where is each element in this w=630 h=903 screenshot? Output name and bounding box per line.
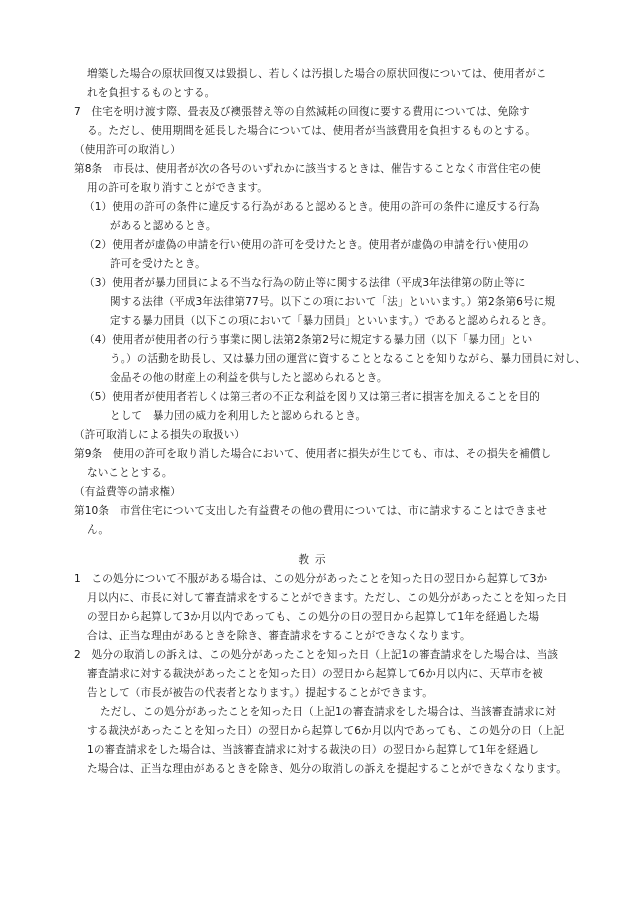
- text-line: 1の審査請求をした場合は、当該審査請求に対する裁決の日）の翌日から起算して1年を経過し: [87, 744, 540, 756]
- section-heading: （有益費等の請求権）: [74, 486, 181, 498]
- article-line: 第10条 市営住宅について支出した有益費その他の費用については、市に請求することはできませ: [74, 505, 548, 517]
- text-line: 告として（市長が被告の代表者となります。）提起することができます。: [87, 687, 433, 699]
- text-line: 定する暴力団員（以下この項において「暴力団員」といいます。）であると認められるとき。: [110, 315, 553, 327]
- article-line: 第9条 使用の許可を取り消した場合において、使用者に損失が生じても、市は、その損失を補償し: [74, 448, 552, 460]
- text-line: の翌日から起算して3か月以内であっても、この処分の日の翌日から起算して1年を経過した場: [87, 611, 540, 623]
- text-line: 許可を受けたとき。: [110, 258, 206, 270]
- text-line: た場合は、正当な理由があるときを除き、処分の取消しの訴えを提起することができなくなります。: [87, 763, 567, 775]
- notice-item: 2 処分の取消しの訴えは、この処分があったことを知った日（上記1の審査請求をした場合は、当該: [74, 649, 559, 661]
- text-line: 合は、正当な理由があるときを除き、審査請求をすることができなくなります。: [87, 630, 471, 642]
- text-line: 用の許可を取り消すことができます。: [87, 182, 268, 194]
- notice-item: 1 この処分について不服がある場合は、この処分があったことを知った日の翌日から起算して3か: [74, 573, 548, 585]
- text-line: ん。: [87, 524, 110, 536]
- article-line: 第8条 市長は、使用者が次の各号のいずれかに該当するときは、催告することなく市営住宅の使: [74, 163, 541, 175]
- section-heading: （使用許可の取消し）: [74, 144, 181, 156]
- text-line: 増築した場合の原状回復又は毀損し、若しくは汚損した場合の原状回復については、使用者がこ: [87, 68, 547, 80]
- text-line: 関する法律（平成3年法律第77号。以下この項において「法」といいます。）第2条第6号に規: [110, 296, 556, 308]
- notice-title: 教示: [298, 554, 332, 566]
- text-line: ただし、この処分があったことを知った日（上記1の審査請求をした場合は、当該審査請求に対: [100, 706, 556, 718]
- list-item: （1）使用の許可の条件に違反する行為があると認めるとき。使用の許可の条件に違反する行為: [84, 201, 540, 213]
- section-heading: （許可取消しによる損失の取扱い）: [74, 429, 246, 441]
- text-line: 審査請求に対する裁決があったことを知った日）の翌日から起算して6か月以内に、天草市を被: [87, 668, 543, 680]
- list-item: （2）使用者が虚偽の申請を行い使用の許可を受けたとき。使用者が虚偽の申請を行い使用の: [84, 239, 529, 251]
- text-line: う。）の活動を助長し、又は暴力団の運営に資することとなることを知りながら、暴力団員に対し、: [110, 353, 586, 365]
- text-line: れを負担するものとする。: [87, 87, 216, 99]
- text-line: 月以内に、市長に対して審査請求をすることができます。ただし、この処分があったことを知った日: [87, 592, 568, 604]
- text-line: する裁決があったことを知った日）の翌日から起算して6か月以内であっても、この処分の日（上記: [87, 725, 565, 737]
- text-line: 7 住宅を明け渡す際、畳表及び襖張替え等の自然減耗の回復に要する費用については、免除す: [74, 106, 530, 118]
- list-item: （4）使用者が使用者の行う事業に関し法第2条第2号に規定する暴力団（以下「暴力団」とい: [84, 334, 533, 346]
- text-line: 金品その他の財産上の利益を供与したと認められるとき。: [110, 372, 388, 384]
- list-item: （5）使用者が使用者若しくは第三者の不正な利益を図り又は第三者に損害を加えることを目的: [84, 391, 540, 403]
- text-line: ないこととする。: [87, 467, 173, 479]
- text-line: る。ただし、使用期間を延長した場合については、使用者が当該費用を負担するものとする。: [87, 125, 536, 137]
- list-item: （3）使用者が暴力団員による不当な行為の防止等に関する法律（平成3年法律第の防止等に: [84, 277, 526, 289]
- text-line: として 暴力団の威力を利用したと認められるとき。: [110, 410, 367, 422]
- text-line: があると認めるとき。: [110, 220, 217, 232]
